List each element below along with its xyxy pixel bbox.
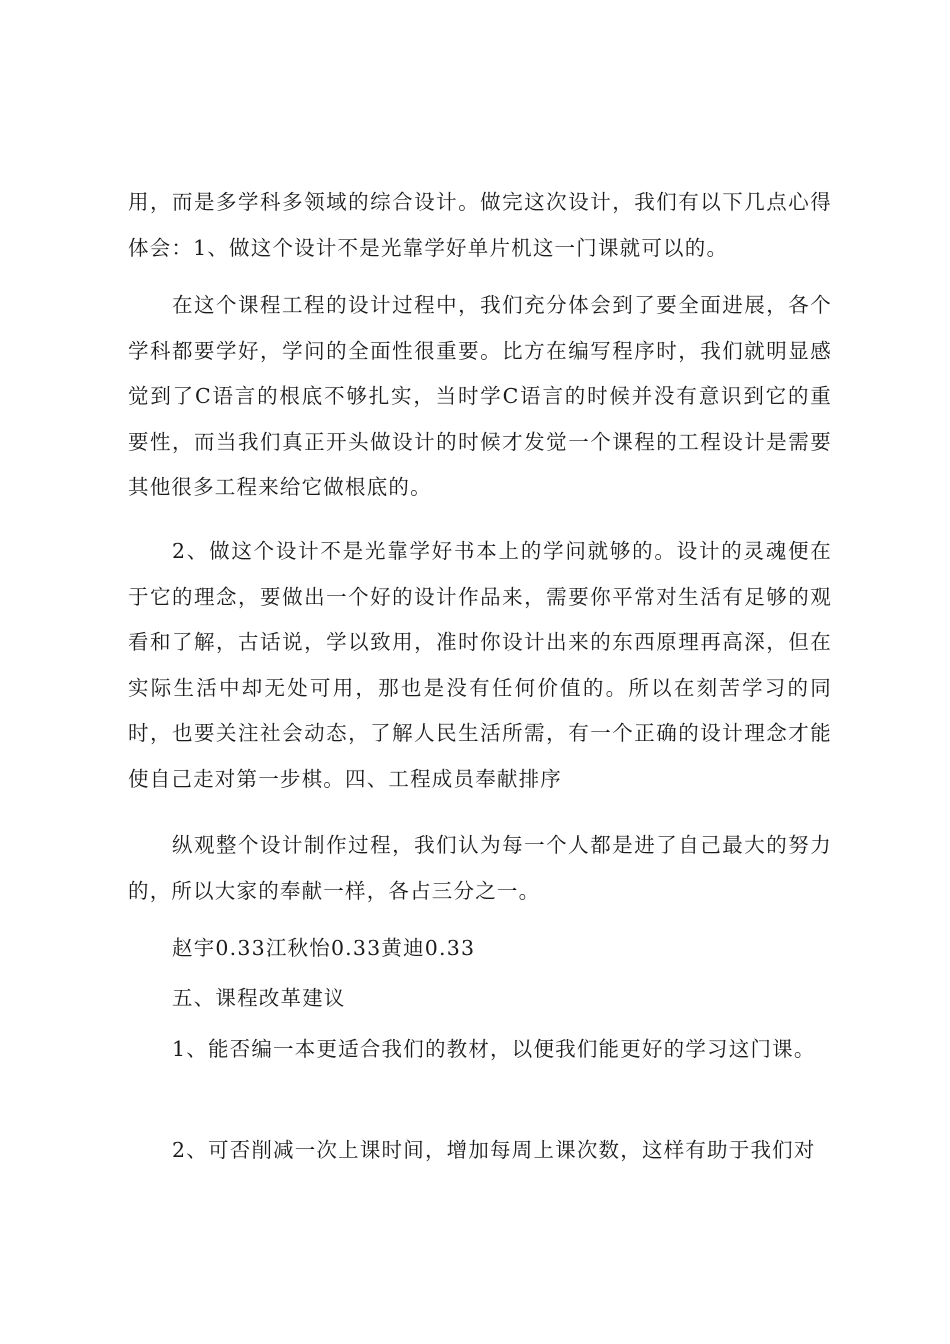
- paragraph-comprehensive-knowledge: 在这个课程工程的设计过程中，我们充分体会到了要全面进展，各个学科都要学好，学问的全面性很重要。比方在编写程序时，我们就明显感觉到了C语言的根底不够扎实，当时学C语言的时候并没有意识到它的重要性，而当我们真正开头做设计的时候才发觉一个课程的工程设计是需要其他很多工程来给它做根底的。: [128, 293, 832, 499]
- paragraph-contribution-summary: 纵观整个设计制作过程，我们认为每一个人都是进了自己最大的努力的，所以大家的奉献一样，各占三分之一。: [128, 833, 832, 903]
- section-heading-course-reform: 五、课程改革建议: [172, 986, 346, 1010]
- paragraph-member-contributions: 赵宇0.33江秋怡0.33黄迪0.33: [172, 936, 476, 960]
- paragraph-intro-continuation: 用，而是多学科多领域的综合设计。做完这次设计，我们有以下几点心得体会：1、做这个设计不是光靠学好单片机这一门课就可以的。: [128, 190, 832, 260]
- paragraph-suggestion-schedule: 2、可否削减一次上课时间，增加每周上课次数，这样有助于我们对: [172, 1138, 816, 1162]
- paragraph-design-concept: 2、做这个设计不是光靠学好书本上的学问就够的。设计的灵魂便在于它的理念，要做出一个好的设计作品来，需要你平常对生活有足够的观看和了解，古话说，学以致用，准时你设计出来的东西原理再高深，但在实际生活中却无处可用，那也是没有任何价值的。所以在刻苦学习的同时，也要关注社会动态，了解人民生活所需，有一个正确的设计理念才能使自己走对第一步棋。四、工程成员奉献排序: [128, 539, 832, 791]
- paragraph-suggestion-textbook: 1、能否编一本更适合我们的教材，以便我们能更好的学习这门课。: [172, 1037, 816, 1061]
